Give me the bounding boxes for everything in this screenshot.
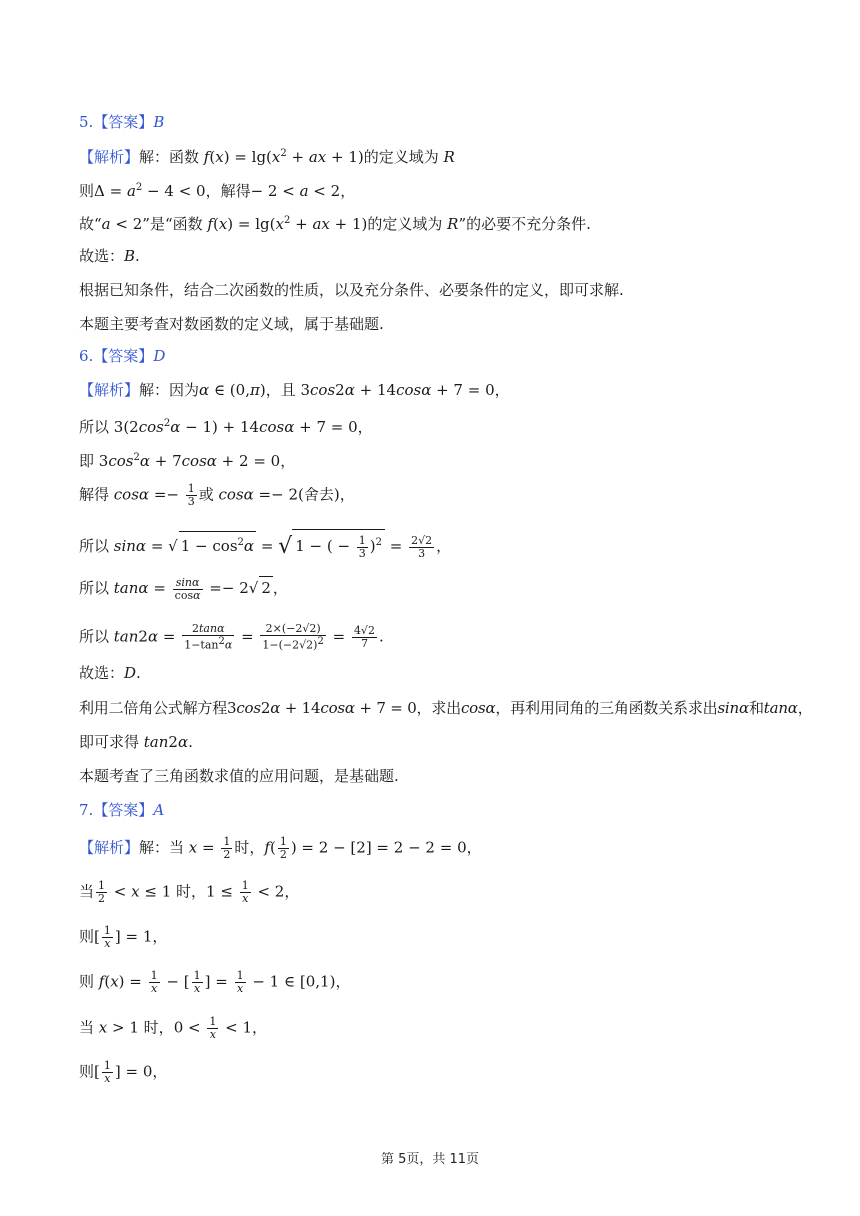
q7-jiexi-tag: 【解析】 [79,838,140,857]
q5-line-6: 本题主要考查对数函数的定义域，属于基础题. [79,315,384,333]
q5-line-1: 【解析】解：函数 $f(x) = \lg(x^2$ + ax + 1)的定义域为 R [79,148,455,166]
q5-answer-header [79,111,164,133]
q7-line-4: 则 f(x) = $\frac{1}{x}$ − [ $\frac{1}{x}$ ] = $\frac{1}{x}$ − 1 ∈ [0,1)， [79,969,351,995]
q5-line-4: 故选：B. [79,247,140,265]
q6-line-1: 【解析】解：因为α ∈ (0,π)，且 3cos2α + 14cosα + 7 = 0， [79,381,510,399]
q5-answer: B [153,113,165,131]
q7-line-2: 当 $\frac{1}{2}$ < x ≤ 1 时，1 ≤ $\frac{1}{x}$ < 2， [79,879,300,905]
q7-line-5: 当 x > 1 时，0 < $\frac{1}{x}$ < 1， [79,1015,268,1041]
q6-line-3: 即 $3\cos^2\alpha + 7\cos\alpha + 2 = 0$， [79,452,296,470]
q7-line-1: 【解析】解：当 x = $\frac{1}{2}$ 时，f( $\frac{1}{2}$ ) = 2 − [2] = 2 − 2 = 0， [79,835,482,861]
q6-line-4: 解得 cosα =− $\frac{1}{3}$ 或 cosα =− 2(舍去)， [79,482,355,508]
q6-jiexi-tag: 【解析】 [79,381,140,399]
q5-header-label: 5.【答案】 [79,113,154,131]
q5-jiexi-tag: 【解析】 [79,148,140,166]
q7-line-6: 则[ $\frac{1}{x}$ ] = 0， [79,1059,168,1085]
q7-answer: A [153,801,165,819]
q6-line-9: 利用二倍角公式解方程3cos2α + 14cosα + 7 = 0，求出cosα，再利用同角的三角函数关系求出sinα和tanα， [79,699,813,717]
q6-line-10: 即可求得 tan2α. [79,733,193,751]
q6-answer: D [153,347,166,365]
q6-line-6: 所以 tanα = $\frac{\sin\alpha}{\cos\alpha}$ =− 2√ 2 ， [79,575,288,602]
q7-answer-header: 7.【答案】A [79,801,165,819]
q7-line-3: 则[ $\frac{1}{x}$ ] = 1， [79,924,168,950]
q6-line-11: 本题考查了三角函数求值的应用问题，是基础题. [79,767,399,785]
q6-line-8: 故选：D. [79,664,141,682]
q5-line-5: 根据已知条件，结合二次函数的性质，以及充分条件、必要条件的定义，即可求解. [79,281,624,299]
q6-answer-header: 6.【答案】D [79,347,166,365]
q5-line-2: 则$\Delta = a^2 - 4 < 0$，解得− 2 < a < 2， [79,182,356,200]
q6-line-5: 所以 sinα = √ $1 - \cos^2\alpha$ = √ 1 − ( − $\frac{1}{3}$ )$^2$ = $\frac{2√2}{3}$ ， [79,529,451,560]
q5-line-3: 故“a < 2”是“函数 $f(x) = \lg(x^2$ + ax + 1)的定义域为 R”的必要不充分条件. [79,215,591,233]
q6-line-2: 所以 $3(2\cos^2\alpha - 1) + 14\cos\alpha + 7 = 0$， [79,418,373,436]
page-footer: 第 5页，共 11页 [380,1152,480,1167]
q6-line-7: 所以 tan2α = $\frac{2\tan\alpha}{1-\tan^2\alpha}$ = $\frac{2\times(-2√2)}{1-(-2√2)^2}$ = $\frac{4√2}{7}$ . [79,622,384,652]
